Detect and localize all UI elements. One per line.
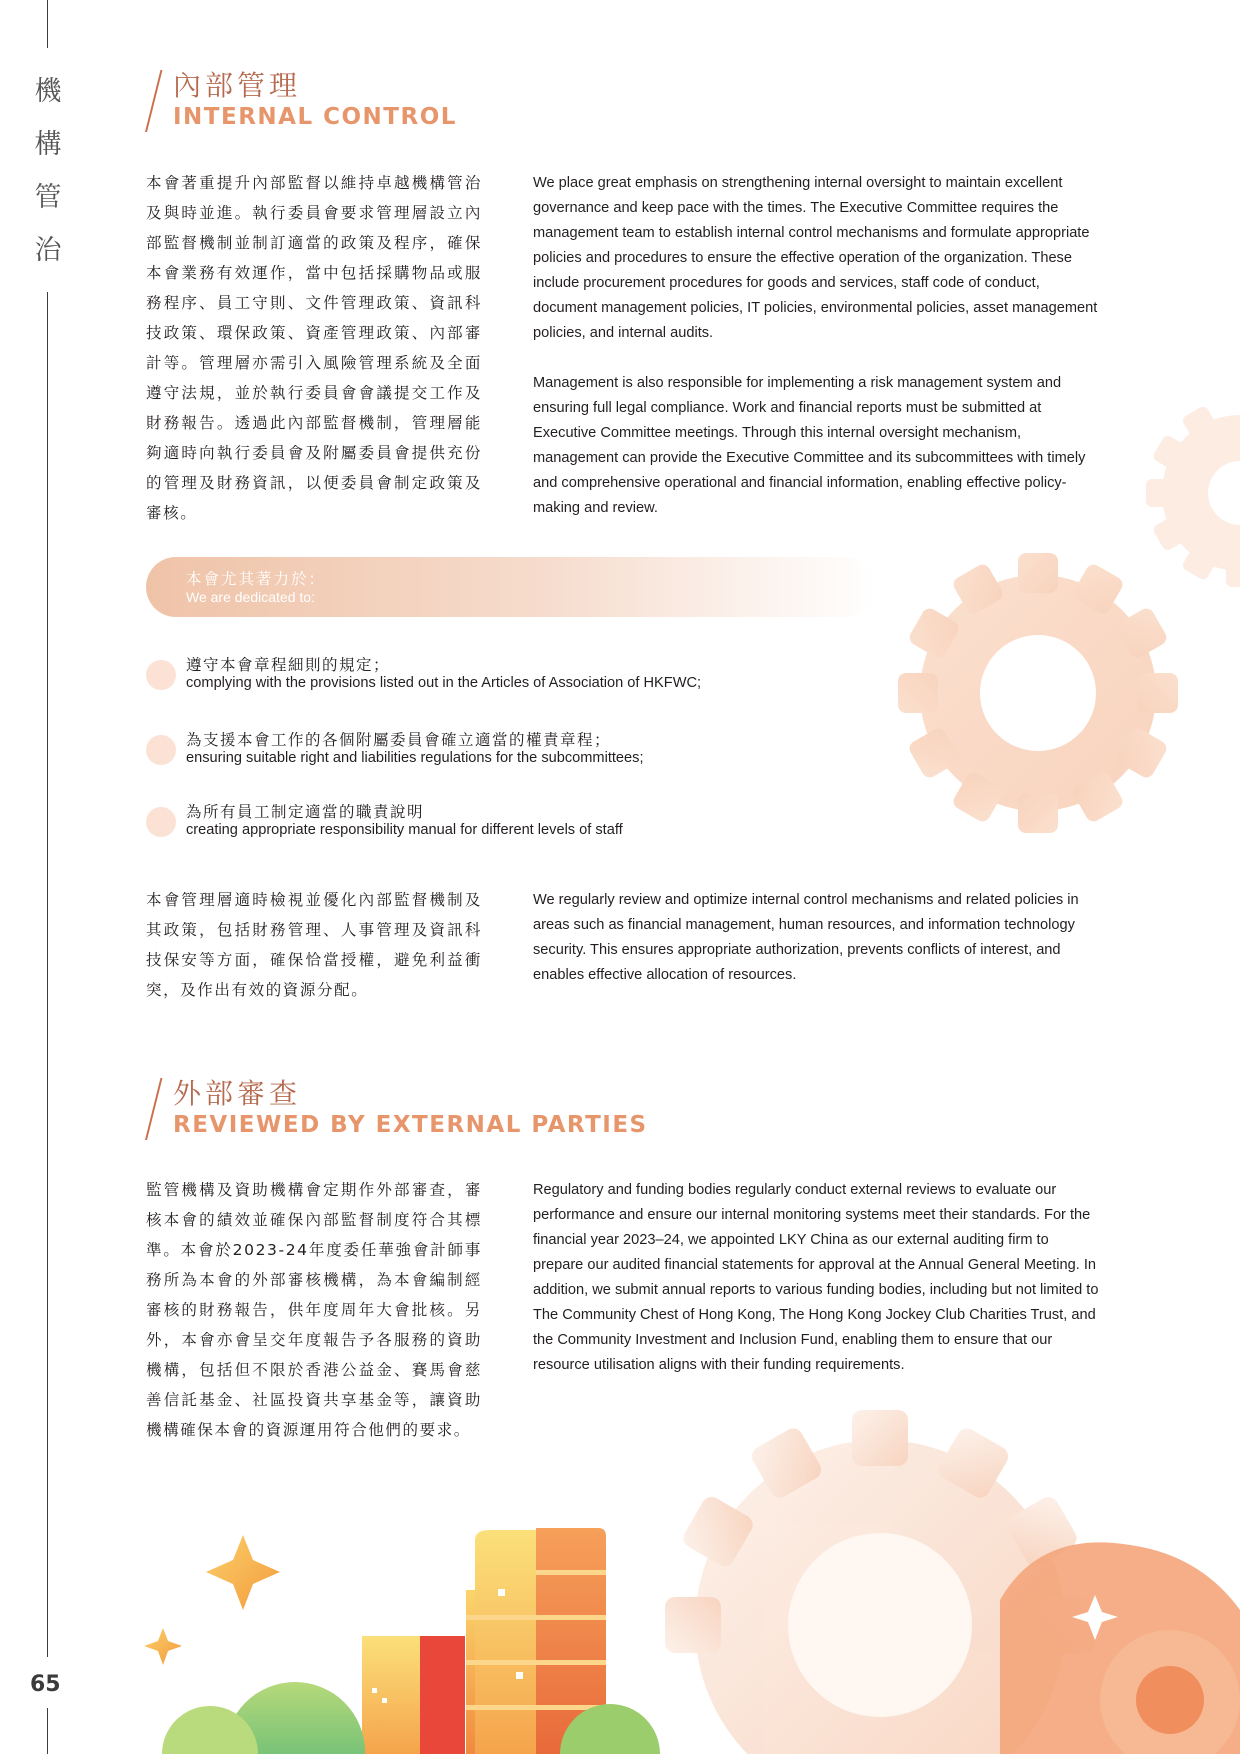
review-en: We regularly review and optimize internal control mechanisms and related policies in areas such as financial management, human resources, and information technology security. This ensures appropriate authorization, prevents conflicts of interest, and enables effective allocation of resources. [533, 892, 1079, 983]
sparkle-icon [144, 1628, 182, 1665]
heading-en: REVIEWED BY EXTERNAL PARTIES [173, 1112, 648, 1138]
bullet-en: complying with the provisions listed out in the Articles of Association of HKFWC; [186, 675, 702, 691]
review-zh: 本會管理層適時檢視並優化內部監督機制及其政策，包括財務管理、人事管理及資訊科技保安等方面，確保恰當授權，避免利益衝突，及作出有效的資源分配。 [146, 891, 482, 999]
section-label-char: 機 [34, 76, 62, 107]
rail-line-bottom [47, 292, 48, 1657]
section-label-char: 構 [34, 129, 62, 160]
bullet-zh: 為所有員工制定適當的職責說明 [186, 803, 425, 821]
gear-icon [1146, 405, 1240, 587]
sparkle-icon [206, 1535, 280, 1610]
gear-icon [898, 553, 1178, 833]
bullet-zh: 遵守本會章程細則的規定； [186, 656, 391, 674]
paragraph: Management is also responsible for implementing a risk management system and ensuring full legal compliance. Work and financial reports must be submitted at Executive Committee meetings. Through this internal oversight mechanism, management can provide the Executive Committee and its subcommittees with timely and comprehensive operational and financial information, enabling effective policy-making and review. [533, 375, 1086, 516]
section-label-char: 管 [34, 182, 62, 213]
bullet-dot [146, 660, 176, 690]
section-label-char: 治 [34, 235, 62, 266]
external-review-zh: 監管機構及資助機構會定期作外部審查，審核本會的績效並確保內部監督制度符合其標準。本會於2023-24年度委任華強會計師事務所為本會的外部審核機構，為本會編制經審核的財務報告，供年度周年大會批核。另外，本會亦會呈交年度報告予各服務的資助機構，包括但不限於香港公益金、賽馬會慈善信託基金、社區投資共享基金等，讓資助機構確保本會的資源運用符合他們的要求。 [146, 1181, 482, 1439]
internal-control-en [533, 171, 1103, 546]
bullet-en: creating appropriate responsibility manual for different levels of staff [186, 822, 623, 838]
bullet-en: ensuring suitable right and liabilities regulations for the subcommittees; [186, 750, 644, 766]
external-review-en: Regulatory and funding bodies regularly conduct external reviews to evaluate our performance and ensure our internal monitoring systems meet their standards. For the financial year 2023–24, we appointed LKY China as our external auditing firm to prepare our audited financial statements for approval at the Annual General Meeting. In addition, we submit annual reports to various funding bodies, including but not limited to The Community Chest of Hong Kong, The Hong Kong Jockey Club Charities Trust, and the Community Investment and Inclusion Fund, enabling them to ensure that our resource utilisation aligns with their funding requirements. [533, 1182, 1099, 1373]
heading-en: INTERNAL CONTROL [173, 104, 457, 130]
rail-line-end [47, 1708, 48, 1754]
bullet-zh: 為支援本會工作的各個附屬委員會確立適當的權責章程； [186, 731, 612, 749]
heading-zh: 外部審查 [173, 1077, 302, 1110]
bullet-dot [146, 735, 176, 765]
dedicated-banner [146, 557, 876, 617]
heading-zh: 內部管理 [173, 69, 302, 102]
section-label-vertical [30, 65, 66, 277]
page-number: 65 [30, 1672, 61, 1697]
banner-zh: 本會尤其著力於： [186, 570, 327, 588]
city-illustration [362, 1528, 606, 1754]
bullet-dot [146, 807, 176, 837]
paragraph: We place great emphasis on strengthening internal oversight to maintain excellent governance and keep pace with the times. The Executive Committee requires the management team to establish internal control mechanisms and formulate appropriate policies and procedures to ensure the effective operation of the organization. These include procurement procedures for goods and services, staff code of conduct, document management policies, IT policies, environmental policies, asset management policies, and internal audits. [533, 175, 1098, 341]
rail-line-top [47, 0, 48, 48]
banner-en: We are dedicated to: [186, 589, 315, 605]
internal-control-zh: 本會著重提升內部監督以維持卓越機構管治及與時並進。執行委員會要求管理層設立內部監督機制並制訂適當的政策及程序，確保本會業務有效運作，當中包括採購物品或服務程序、員工守則、文件管理政策、資訊科技政策、環保政策、資產管理政策、內部審計等。管理層亦需引入風險管理系統及全面遵守法規，並於執行委員會會議提交工作及財務報告。透過此內部監督機制，管理層能夠適時向執行委員會及附屬委員會提供充份的管理及財務資訊，以便委員會制定政策及審核。 [146, 174, 482, 522]
